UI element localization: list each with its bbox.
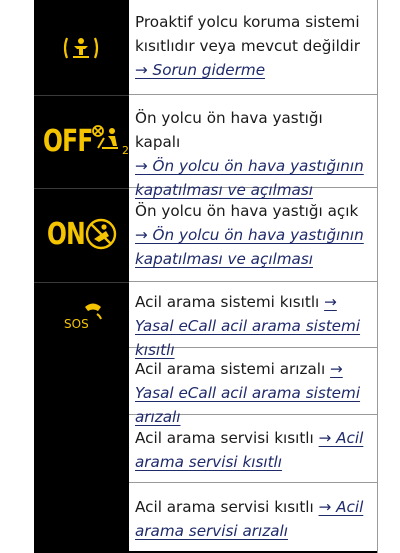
table-row xyxy=(34,348,377,426)
off-label: OFF xyxy=(43,124,93,159)
icon-cell xyxy=(34,0,129,95)
airbag-toggle-link[interactable]: → Ön yolcu ön hava yastığının kapatılması ve açılması xyxy=(135,226,364,268)
table-row xyxy=(34,0,377,95)
table-row xyxy=(34,189,377,282)
warning-lamp-table xyxy=(34,0,378,553)
occupant-protection-warning-icon xyxy=(61,33,101,63)
ecall-link[interactable]: → Yasal eCall acil arama sistemi arızalı xyxy=(135,360,361,426)
row-text: Acil arama servisi kısıtlı xyxy=(135,498,314,516)
row-text: Proaktif yolcu koruma sistemi kısıtlıdır veya mevcut değildir xyxy=(135,13,360,55)
troubleshooting-link[interactable]: → Sorun giderme xyxy=(135,61,266,79)
passenger-airbag-on-icon xyxy=(84,217,118,251)
table-row xyxy=(34,415,377,483)
icon-subscript: 2 xyxy=(122,144,129,157)
row-text: Acil arama servisi kısıtlı xyxy=(135,429,314,447)
description-cell xyxy=(129,283,377,359)
sos-label: SOS xyxy=(64,317,89,331)
icon-cell xyxy=(34,96,129,188)
on-label: ON xyxy=(47,217,85,252)
description-cell xyxy=(129,0,377,95)
table-row xyxy=(34,283,377,359)
airbag-toggle-link[interactable]: → Ön yolcu ön hava yastığının kapatılması ve açılması xyxy=(135,157,364,199)
emergency-service-link[interactable]: → Acil arama servisi arızalı xyxy=(135,498,364,540)
description-cell xyxy=(129,96,377,199)
icon-cell xyxy=(34,189,129,282)
row-text: Ön yolcu ön hava yastığı açık xyxy=(135,202,359,220)
description-cell xyxy=(129,348,377,426)
row-text: Ön yolcu ön hava yastığı kapalı xyxy=(135,109,323,151)
row-text: Acil arama sistemi arızalı xyxy=(135,360,326,378)
description-cell xyxy=(129,415,377,483)
description-cell xyxy=(129,483,377,553)
row-text: Acil arama sistemi kısıtlı xyxy=(135,293,320,311)
emergency-service-link[interactable]: → Acil arama servisi kısıtlı xyxy=(135,429,364,471)
table-row xyxy=(34,96,377,199)
ecall-link[interactable]: → Yasal eCall acil arama sistemi kısıtlı xyxy=(135,293,361,359)
description-cell xyxy=(129,189,377,282)
table-row xyxy=(34,483,377,553)
